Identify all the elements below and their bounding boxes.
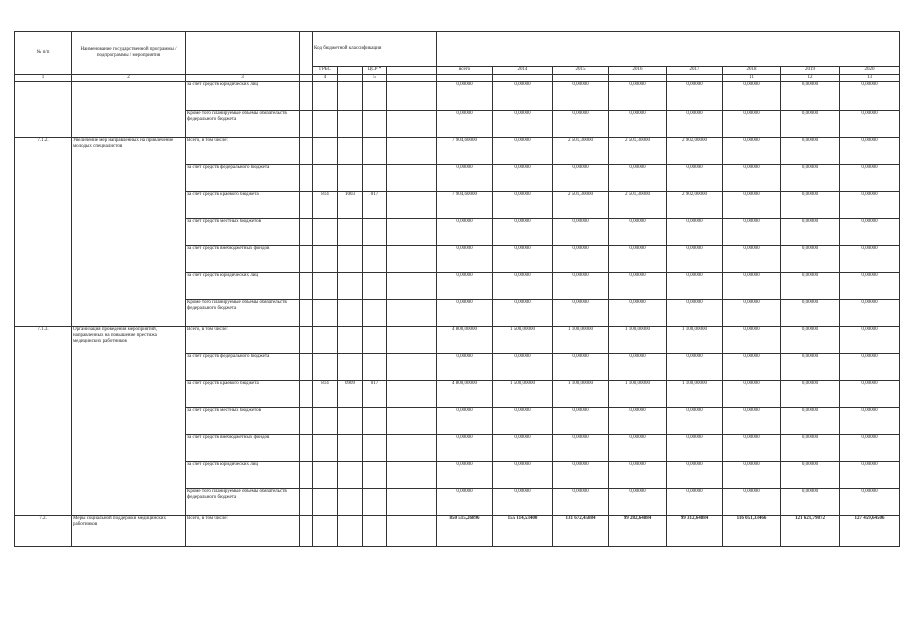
column-number: 4 <box>313 75 338 82</box>
year-value: 0,00000 <box>667 354 723 381</box>
column-number: 3 <box>186 75 300 82</box>
grbs-code <box>313 516 338 547</box>
year-value: 0,00000 <box>553 219 609 246</box>
year-value: 99 312,64884 <box>667 516 723 547</box>
column-number: 5 <box>363 75 387 82</box>
total-value: 0,00000 <box>437 462 493 489</box>
year-value: 0,00000 <box>781 354 840 381</box>
funding-source: за счет средств местных бюджетов <box>186 219 300 246</box>
vr-code <box>387 273 437 300</box>
csr-code <box>363 138 387 165</box>
funding-source: за счет средств юридических лиц <box>186 462 300 489</box>
vr-code <box>387 219 437 246</box>
vr-code <box>387 435 437 462</box>
total-value: 850 515,26896 <box>437 516 493 547</box>
year-value: 2 902,00000 <box>667 138 723 165</box>
vr-code <box>387 354 437 381</box>
spacer-cell <box>300 138 313 165</box>
vr-code <box>387 489 437 516</box>
funding-source: за счет средств местных бюджетов <box>186 408 300 435</box>
total-value: 0,00000 <box>437 246 493 273</box>
year-value: 0,00000 <box>840 273 900 300</box>
year-value: 0,00000 <box>840 408 900 435</box>
total-value: 0,00000 <box>437 165 493 192</box>
csr-code: 017 <box>363 381 387 408</box>
table-row <box>15 516 900 547</box>
csr-code <box>363 300 387 327</box>
year-value: 0,00000 <box>493 82 553 111</box>
csr-code <box>363 408 387 435</box>
header-years-group <box>437 32 900 67</box>
year-value: 0,00000 <box>609 82 667 111</box>
year-value: 0,00000 <box>667 219 723 246</box>
year-value: 0,00000 <box>840 327 900 354</box>
table-row <box>15 138 900 165</box>
spacer-cell <box>300 327 313 354</box>
header-rzpr <box>338 67 363 75</box>
measure-name: Организация проведения мероприятий, направленных на повышение престижа медицинских работников <box>72 327 186 516</box>
row-number: 7.2. <box>15 516 72 547</box>
total-value: 0,00000 <box>437 489 493 516</box>
year-value: 127 459,64506 <box>840 516 900 547</box>
year-value: 1 100,00000 <box>667 381 723 408</box>
year-value: 0,00000 <box>553 408 609 435</box>
rzpr-code <box>338 408 363 435</box>
year-value: 0,00000 <box>723 192 781 219</box>
year-value: 0,00000 <box>781 408 840 435</box>
year-value: 0,00000 <box>493 192 553 219</box>
rzpr-code: 0909 <box>338 381 363 408</box>
total-value: 4 800,00000 <box>437 381 493 408</box>
column-number: 13 <box>840 75 900 82</box>
total-value: 0,00000 <box>437 273 493 300</box>
vr-code <box>387 82 437 111</box>
vr-code <box>387 327 437 354</box>
grbs-code <box>313 219 338 246</box>
year-value: 0,00000 <box>609 219 667 246</box>
table-row <box>15 82 900 111</box>
year-value: 0,00000 <box>781 219 840 246</box>
year-value: 1 100,00000 <box>553 381 609 408</box>
header-year: 2019 <box>781 67 840 75</box>
year-value: 1 100,00000 <box>609 327 667 354</box>
year-value: 0,00000 <box>667 462 723 489</box>
total-value: 0,00000 <box>437 408 493 435</box>
year-value: 0,00000 <box>493 489 553 516</box>
year-value: 0,00000 <box>609 246 667 273</box>
grbs-code <box>313 246 338 273</box>
year-value: 0,00000 <box>493 354 553 381</box>
rzpr-code <box>338 516 363 547</box>
year-value: 0,00000 <box>553 273 609 300</box>
rzpr-code <box>338 435 363 462</box>
csr-code <box>363 435 387 462</box>
year-value: 0,00000 <box>553 489 609 516</box>
year-value: 0,00000 <box>840 111 900 138</box>
year-value: 0,00000 <box>667 435 723 462</box>
spacer-cell <box>300 192 313 219</box>
year-value: 0,00000 <box>667 165 723 192</box>
funding-source: за счет средств федерального бюджета <box>186 165 300 192</box>
year-value: 1 500,00000 <box>493 327 553 354</box>
header-spacer <box>300 32 313 75</box>
year-value: 0,00000 <box>493 408 553 435</box>
header-year: 2017 <box>667 67 723 75</box>
year-value: 0,00000 <box>609 489 667 516</box>
rzpr-code <box>338 111 363 138</box>
funding-source: Всего, в том числе: <box>186 516 300 547</box>
year-value: 0,00000 <box>553 462 609 489</box>
total-value: 0,00000 <box>437 435 493 462</box>
year-value: 0,00000 <box>723 327 781 354</box>
spacer-cell <box>300 516 313 547</box>
year-value: 0,00000 <box>553 300 609 327</box>
total-value: 0,00000 <box>437 111 493 138</box>
year-value: 116 051,33466 <box>723 516 781 547</box>
header-no: № п/п <box>15 32 72 75</box>
year-value: 0,00000 <box>493 246 553 273</box>
csr-code <box>363 165 387 192</box>
funding-source: за счет средств краевого бюджета <box>186 192 300 219</box>
year-value: 0,00000 <box>840 462 900 489</box>
year-value: 0,00000 <box>667 273 723 300</box>
header-vr <box>387 67 437 75</box>
year-value: 0,00000 <box>667 111 723 138</box>
funding-source: Всего, в том числе: <box>186 327 300 354</box>
year-value: 0,00000 <box>723 300 781 327</box>
year-value: 2 501,30000 <box>609 138 667 165</box>
year-value: 0,00000 <box>781 381 840 408</box>
year-value: 0,00000 <box>781 192 840 219</box>
funding-source: за счет средств внебюджетных фондов <box>186 435 300 462</box>
year-value: 0,00000 <box>781 246 840 273</box>
rzpr-code <box>338 273 363 300</box>
year-value: 1 100,00000 <box>553 327 609 354</box>
funding-source: за счет средств юридических лиц <box>186 82 300 111</box>
funding-source: за счет средств федерального бюджета <box>186 354 300 381</box>
grbs-code <box>313 327 338 354</box>
spacer-cell <box>300 246 313 273</box>
year-value: 0,00000 <box>840 219 900 246</box>
spacer-cell <box>300 273 313 300</box>
year-value: 0,00000 <box>609 462 667 489</box>
year-value: 0,00000 <box>781 138 840 165</box>
year-value: 0,00000 <box>781 327 840 354</box>
column-number: 12 <box>781 75 840 82</box>
header-year: 2015 <box>553 67 609 75</box>
column-number-row <box>15 75 900 82</box>
header-csr: ЦСР * <box>363 67 387 75</box>
grbs-code <box>313 165 338 192</box>
csr-code <box>363 273 387 300</box>
year-value: 0,00000 <box>723 489 781 516</box>
year-value: 0,00000 <box>493 165 553 192</box>
header-grbs: ГРБС <box>313 67 338 75</box>
year-value: 0,00000 <box>781 111 840 138</box>
budget-table <box>14 31 900 547</box>
rzpr-code <box>338 300 363 327</box>
year-value: 0,00000 <box>840 82 900 111</box>
vr-code <box>387 192 437 219</box>
year-value: 131 672,45884 <box>553 516 609 547</box>
vr-code <box>387 138 437 165</box>
csr-code <box>363 462 387 489</box>
year-value: 2 501,30000 <box>553 138 609 165</box>
year-value: 0,00000 <box>781 300 840 327</box>
funding-source: за счет средств краевого бюджета <box>186 381 300 408</box>
vr-code <box>387 111 437 138</box>
spacer-cell <box>300 462 313 489</box>
rzpr-code <box>338 82 363 111</box>
row-number: 7.1.3. <box>15 327 72 516</box>
year-value: 2 902,00000 <box>667 192 723 219</box>
header-total: всего <box>437 67 493 75</box>
year-value: 0,00000 <box>840 381 900 408</box>
year-value: 0,00000 <box>609 273 667 300</box>
grbs-code <box>313 111 338 138</box>
year-value: 0,00000 <box>553 82 609 111</box>
funding-source: Кроме того планируемые объемы обязательств федерального бюджета <box>186 300 300 327</box>
row-number: 7.1.2. <box>15 138 72 327</box>
spacer-cell <box>300 82 313 111</box>
csr-code <box>363 489 387 516</box>
header-code: Код бюджетной классификации <box>313 32 437 67</box>
grbs-code <box>313 138 338 165</box>
grbs-code <box>313 300 338 327</box>
year-value: 0,00000 <box>723 462 781 489</box>
grbs-code <box>313 354 338 381</box>
column-number <box>667 75 723 82</box>
rzpr-code <box>338 489 363 516</box>
year-value: 0,00000 <box>781 273 840 300</box>
rzpr-code <box>338 246 363 273</box>
grbs-code <box>313 82 338 111</box>
vr-code <box>387 165 437 192</box>
total-value: 7 904,60000 <box>437 192 493 219</box>
column-number <box>387 75 437 82</box>
funding-source: Кроме того планируемые объемы обязательств федерального бюджета <box>186 111 300 138</box>
year-value: 0,00000 <box>840 300 900 327</box>
csr-code <box>363 327 387 354</box>
year-value: 0,00000 <box>840 246 900 273</box>
vr-code <box>387 408 437 435</box>
grbs-code <box>313 462 338 489</box>
year-value: 0,00000 <box>781 165 840 192</box>
year-value: 0,00000 <box>667 82 723 111</box>
year-value: 0,00000 <box>493 219 553 246</box>
year-value: 0,00000 <box>840 354 900 381</box>
year-value: 0,00000 <box>723 82 781 111</box>
year-value: 0,00000 <box>723 435 781 462</box>
column-number: 2 <box>72 75 186 82</box>
year-value: 0,00000 <box>840 192 900 219</box>
grbs-code <box>313 435 338 462</box>
column-number <box>493 75 553 82</box>
measure-name <box>72 82 186 138</box>
column-number <box>609 75 667 82</box>
year-value: 0,00000 <box>667 300 723 327</box>
header-row <box>15 32 900 67</box>
year-value: 0,00000 <box>781 435 840 462</box>
year-value: 0,00000 <box>723 408 781 435</box>
year-value: 0,00000 <box>840 138 900 165</box>
column-number: 1 <box>15 75 72 82</box>
table-row <box>15 327 900 354</box>
year-value: 0,00000 <box>840 435 900 462</box>
csr-code <box>363 111 387 138</box>
year-value: 2 501,30000 <box>553 192 609 219</box>
year-value: 0,00000 <box>493 435 553 462</box>
column-number: 11 <box>723 75 781 82</box>
rzpr-code <box>338 219 363 246</box>
year-value: 0,00000 <box>553 165 609 192</box>
year-value: 0,00000 <box>493 300 553 327</box>
year-value: 1 100,00000 <box>609 381 667 408</box>
year-value: 0,00000 <box>553 435 609 462</box>
header-name: Наименование государственной программы / подпрограммы / мероприятия <box>72 32 186 75</box>
column-number <box>300 75 313 82</box>
total-value: 0,00000 <box>437 82 493 111</box>
year-value: 0,00000 <box>781 489 840 516</box>
rzpr-code <box>338 462 363 489</box>
year-value: 0,00000 <box>667 408 723 435</box>
spacer-cell <box>300 354 313 381</box>
year-value: 0,00000 <box>553 246 609 273</box>
year-value: 0,00000 <box>723 219 781 246</box>
year-value: 0,00000 <box>609 111 667 138</box>
vr-code <box>387 381 437 408</box>
year-value: 0,00000 <box>609 408 667 435</box>
row-number <box>15 82 72 138</box>
year-value: 0,00000 <box>609 300 667 327</box>
csr-code <box>363 82 387 111</box>
rzpr-code: 1003 <box>338 192 363 219</box>
vr-code <box>387 516 437 547</box>
spacer-cell <box>300 435 313 462</box>
spacer-cell <box>300 219 313 246</box>
year-value: 0,00000 <box>723 138 781 165</box>
year-value: 0,00000 <box>723 381 781 408</box>
column-number <box>553 75 609 82</box>
year-value: 121 621,79872 <box>781 516 840 547</box>
csr-code <box>363 354 387 381</box>
year-value: 0,00000 <box>493 462 553 489</box>
year-value: 0,00000 <box>723 111 781 138</box>
year-value: 1 100,00000 <box>667 327 723 354</box>
spacer-cell <box>300 408 313 435</box>
funding-source: за счет средств юридических лиц <box>186 273 300 300</box>
funding-source: Всего, в том числе: <box>186 138 300 165</box>
csr-code: 017 <box>363 192 387 219</box>
grbs-code <box>313 489 338 516</box>
grbs-code <box>313 273 338 300</box>
total-value: 7 904,60000 <box>437 138 493 165</box>
total-value: 0,00000 <box>437 354 493 381</box>
column-number <box>437 75 493 82</box>
spacer-cell <box>300 489 313 516</box>
rzpr-code <box>338 327 363 354</box>
funding-source: Кроме того планируемые объемы обязательств федерального бюджета <box>186 489 300 516</box>
year-value: 0,00000 <box>667 489 723 516</box>
rzpr-code <box>338 165 363 192</box>
csr-code <box>363 246 387 273</box>
year-value: 0,00000 <box>493 273 553 300</box>
year-value: 0,00000 <box>723 246 781 273</box>
year-value: 0,00000 <box>723 273 781 300</box>
spacer-cell <box>300 165 313 192</box>
year-value: 0,00000 <box>609 354 667 381</box>
year-value: 0,00000 <box>667 246 723 273</box>
year-value: 0,00000 <box>553 111 609 138</box>
grbs-code <box>313 408 338 435</box>
header-year: 2018 <box>723 67 781 75</box>
year-value: 0,00000 <box>840 165 900 192</box>
measure-name: Меры социальной поддержки медицинских работников <box>72 516 186 547</box>
rzpr-code <box>338 354 363 381</box>
year-value: 0,00000 <box>723 165 781 192</box>
header-year: 2016 <box>609 67 667 75</box>
year-value: 2 501,30000 <box>609 192 667 219</box>
year-value: 0,00000 <box>609 165 667 192</box>
header-source <box>186 32 300 75</box>
year-value: 0,00000 <box>609 435 667 462</box>
year-value: 0,00000 <box>553 354 609 381</box>
year-value: 155 114,53400 <box>493 516 553 547</box>
rzpr-code <box>338 138 363 165</box>
year-value: 0,00000 <box>493 111 553 138</box>
header-year: 2020 <box>840 67 900 75</box>
total-value: 4 800,00000 <box>437 327 493 354</box>
year-value: 0,00000 <box>781 82 840 111</box>
grbs-code: 814 <box>313 192 338 219</box>
column-number <box>338 75 363 82</box>
measure-name: Увеличение мер направленных на привлечение молодых специалистов <box>72 138 186 327</box>
vr-code <box>387 246 437 273</box>
year-value: 0,00000 <box>840 489 900 516</box>
year-value: 1 500,00000 <box>493 381 553 408</box>
year-value: 0,00000 <box>493 138 553 165</box>
total-value: 0,00000 <box>437 300 493 327</box>
vr-code <box>387 462 437 489</box>
grbs-code: 814 <box>313 381 338 408</box>
year-value: 0,00000 <box>781 462 840 489</box>
year-value: 99 282,64884 <box>609 516 667 547</box>
total-value: 0,00000 <box>437 219 493 246</box>
funding-source: за счет средств внебюджетных фондов <box>186 246 300 273</box>
csr-code <box>363 516 387 547</box>
csr-code <box>363 219 387 246</box>
header-year: 2014 <box>493 67 553 75</box>
vr-code <box>387 300 437 327</box>
spacer-cell <box>300 381 313 408</box>
spacer-cell <box>300 111 313 138</box>
year-value: 0,00000 <box>723 354 781 381</box>
spacer-cell <box>300 300 313 327</box>
